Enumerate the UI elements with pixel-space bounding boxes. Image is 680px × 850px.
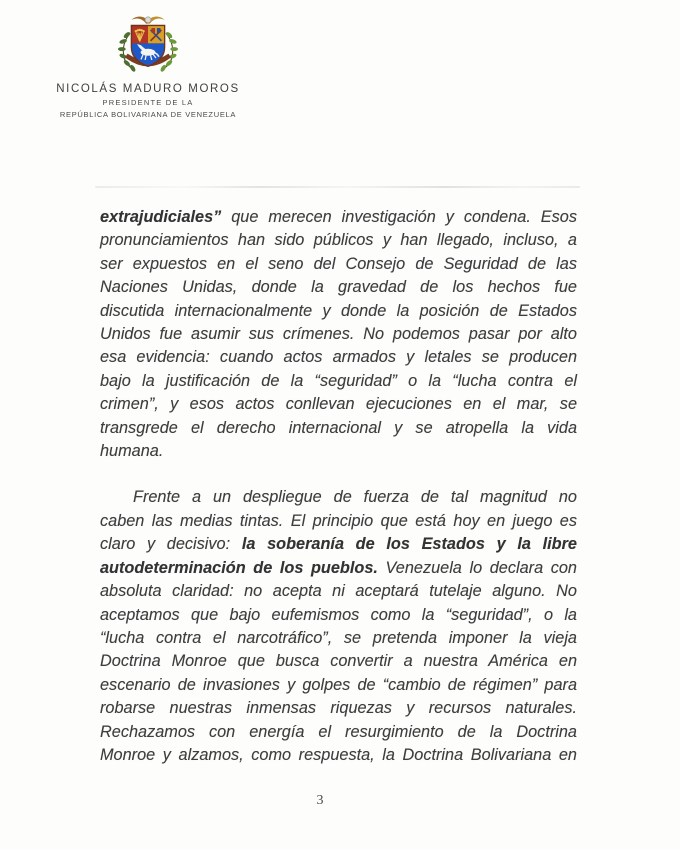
crest-circle (145, 17, 151, 23)
text-line (100, 697, 577, 720)
text-run: Doctrina Monroe que busca convertir a nuestra América en (100, 652, 577, 671)
text-line (100, 440, 577, 463)
text-run: que merecen investigación y condena. Esos (231, 208, 577, 226)
text-line (100, 229, 577, 252)
text-line (100, 323, 577, 346)
body-text (100, 206, 577, 790)
text-line (100, 300, 577, 323)
venezuela-coat-of-arms-icon (116, 14, 180, 74)
letterhead-title-line1: PRESIDENTE DE LA (102, 98, 194, 107)
scan-artifact-line (95, 186, 580, 188)
paragraph (100, 486, 577, 767)
bold-text-run: extrajudiciales” (100, 208, 232, 226)
text-run: humana. (100, 442, 164, 461)
text-run: “lucha contra el narcotráfico”, se pretenda imponer la vieja (100, 628, 577, 647)
text-run: ser expuestos en el seno del Consejo de Seguridad de las (100, 254, 577, 273)
text-run: Naciones Unidas, donde la gravedad de los hechos fue (100, 278, 577, 297)
text-run: Monroe y alzamos, como respuesta, la Doctrina Bolivariana en (100, 745, 577, 764)
text-run: absoluta claridad: no acepta ni aceptará tutelaje alguno. No (100, 582, 577, 601)
text-line (100, 604, 577, 627)
text-line (100, 721, 577, 744)
text-line (100, 674, 577, 697)
letterhead-name: NICOLÁS MADURO MOROS (56, 83, 240, 95)
text-run: Frente a un despliegue de fuerza de tal magnitud no (133, 488, 577, 507)
page-number: 3 (316, 793, 324, 808)
text-line (100, 744, 577, 767)
text-run: robarse nuestras inmensas riquezas y recursos naturales. (100, 699, 577, 718)
text-run: Venezuela lo declara con (377, 558, 577, 577)
text-line (100, 393, 577, 416)
text-line (100, 557, 577, 580)
text-line (100, 486, 577, 509)
text-line (100, 253, 577, 276)
text-line (100, 627, 577, 650)
text-run: Unidos fue asumir sus crímenes. No podemos pasar por alto (100, 325, 577, 344)
text-run: transgrede el derecho internacional y se atropella la vida (100, 418, 577, 437)
text-line (100, 206, 577, 229)
text-line (100, 417, 577, 440)
bold-text-run: autodeterminación de los pueblos. (100, 558, 378, 577)
text-run: caben las medias tintas. El principio que está hoy en juego es (100, 511, 577, 530)
text-run: escenario de invasiones y golpes de “cambio de régimen” para (100, 675, 577, 694)
text-line (100, 370, 577, 393)
text-line (100, 346, 577, 369)
text-line (100, 650, 577, 673)
letterhead (40, 14, 256, 119)
text-line (100, 510, 577, 533)
text-run: aceptamos que bajo eufemismos como la “seguridad”, o la (100, 605, 577, 624)
text-line (100, 276, 577, 299)
letterhead-title-line2: REPÚBLICA BOLIVARIANA DE VENEZUELA (59, 109, 237, 119)
text-run: bajo la justificación de la “seguridad” o la “lucha contra el (100, 371, 577, 390)
text-run: pronunciamientos han sido públicos y han llegado, incluso, a (100, 231, 577, 250)
text-line (100, 580, 577, 603)
text-run: crimen”, y esos actos conllevan ejecuciones en el mar, se (100, 395, 577, 414)
text-run: claro y decisivo: (100, 535, 242, 554)
paragraph (100, 206, 577, 463)
text-run: Rechazamos con energía el resurgimiento de la Doctrina (100, 722, 577, 741)
text-run: discutida internacionalmente y donde la posición de Estados (100, 301, 577, 320)
text-line (100, 533, 577, 556)
bold-text-run: la soberanía de los Estados y la libre (241, 535, 577, 554)
text-run: esa evidencia: cuando actos armados y letales se producen (100, 348, 577, 367)
